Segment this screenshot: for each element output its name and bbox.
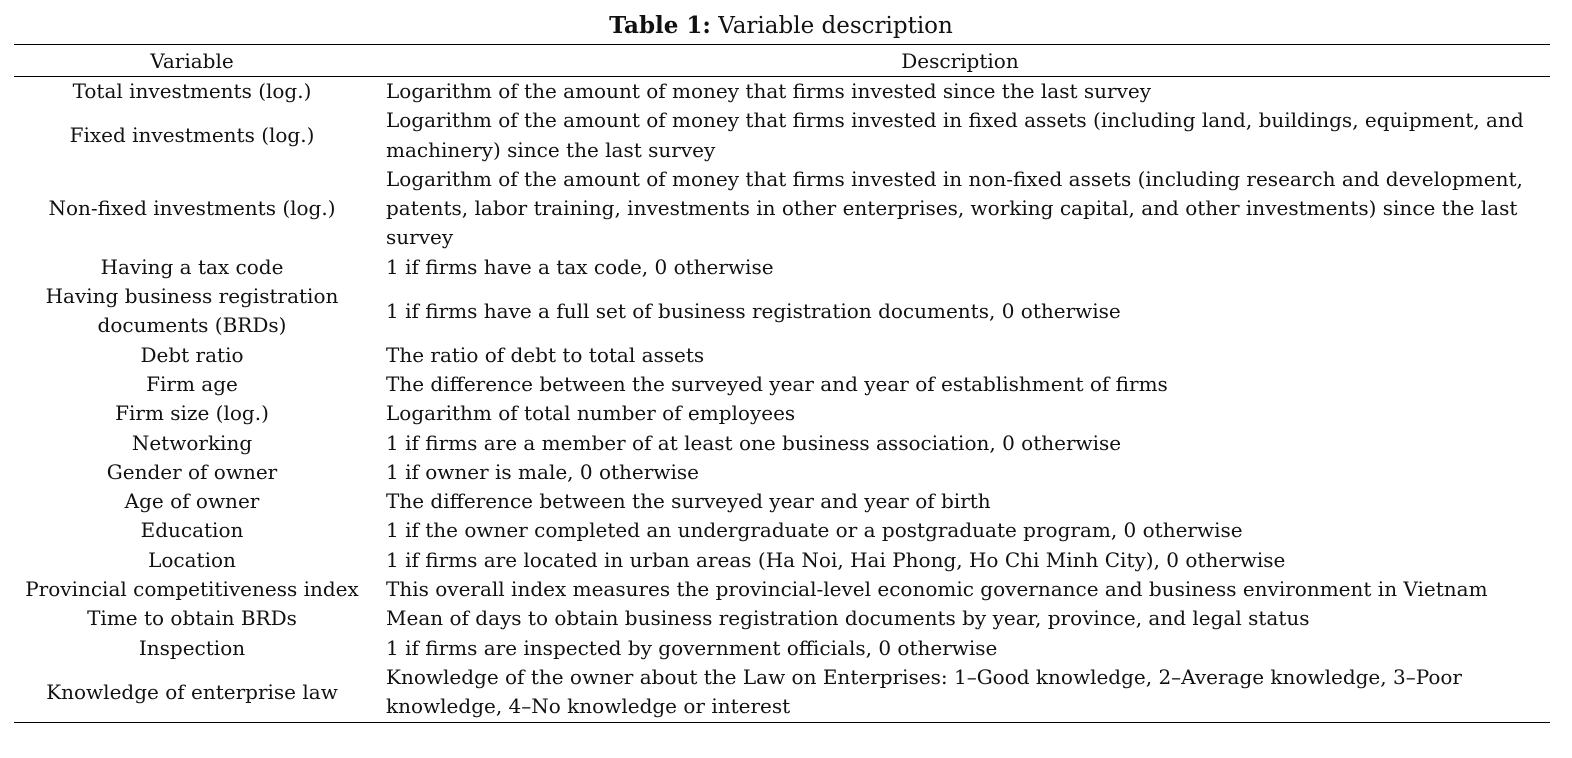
description-cell: The ratio of debt to total assets — [386, 342, 705, 367]
header-row — [14, 45, 1550, 77]
variable-cell: Firm age — [146, 371, 238, 396]
description-cell: This overall index measures the provincial-level economic governance and business environment in Vietnam — [386, 577, 1488, 602]
variable-cell: Non-fixed investments (log.) — [48, 196, 336, 221]
variable-cell: Inspection — [138, 635, 246, 660]
variable-cell: Fixed investments (log.) — [69, 122, 315, 147]
variable-cell: Debt ratio — [140, 342, 244, 367]
column-header-variable: Variable — [14, 45, 370, 77]
variable-cell: Having a tax code — [100, 254, 284, 279]
variable-cell: Having business registration documents (BRDs) — [45, 284, 339, 338]
description-cell: 1 if the owner completed an undergraduate or a postgraduate program, 0 otherwise — [386, 518, 1243, 543]
variable-cell: Total investments (log.) — [72, 79, 312, 103]
variable-cell: Location — [148, 547, 236, 572]
description-cell: The difference between the surveyed year and year of establishment of firms — [386, 371, 1168, 396]
variable-cell: Knowledge of enterprise law — [46, 679, 338, 704]
variable-cell: Education — [140, 518, 244, 543]
table-title: Variable description — [718, 13, 953, 39]
table-row — [14, 663, 1550, 722]
table-label: Table 1: — [609, 12, 711, 39]
variable-cell: Provincial competitiveness index — [25, 577, 359, 602]
table-row — [14, 575, 1550, 604]
table-row — [14, 516, 1550, 545]
description-cell: Knowledge of the owner about the Law on Enterprises: 1–Good knowledge, 2–Average knowledge, 3–Poor knowledge, 4–No knowledge or interest — [386, 664, 1462, 719]
table-row — [14, 487, 1550, 516]
table-caption — [0, 10, 1562, 42]
table-row — [14, 370, 1550, 399]
description-cell: 1 if firms are a member of at least one business association, 0 otherwise — [386, 430, 1122, 455]
variable-table — [14, 44, 1550, 723]
description-cell: Logarithm of the amount of money that firms invested in fixed assets (including land, buildings, equipment, and machinery) since the last survey — [386, 108, 1524, 162]
table-row — [14, 429, 1550, 458]
variable-cell: Networking — [131, 430, 253, 455]
description-cell: 1 if firms are inspected by government officials, 0 otherwise — [386, 635, 998, 660]
table-row — [14, 634, 1550, 663]
description-cell: Logarithm of the amount of money that firms invested in non-fixed assets (including research and development, patents, labor training, investments in other enterprises, working capital, and other investments) since the last survey — [386, 166, 1523, 250]
table-row — [14, 253, 1550, 282]
table-row — [14, 282, 1550, 341]
table-row — [14, 77, 1550, 107]
description-cell: 1 if owner is male, 0 otherwise — [386, 459, 699, 484]
description-cell: Logarithm of total number of employees — [386, 401, 796, 426]
table-row — [14, 106, 1550, 165]
table-row — [14, 399, 1550, 428]
table-row — [14, 165, 1550, 253]
column-header-description: Description — [370, 45, 1550, 77]
table-row — [14, 341, 1550, 370]
variable-cell: Age of owner — [124, 489, 260, 514]
table-row — [14, 458, 1550, 487]
table-row — [14, 604, 1550, 633]
variable-cell: Gender of owner — [106, 459, 278, 484]
description-cell: 1 if firms are located in urban areas (Ha Noi, Hai Phong, Ho Chi Minh City), 0 otherwise — [386, 547, 1286, 572]
table-row — [14, 546, 1550, 575]
description-cell: 1 if firms have a tax code, 0 otherwise — [386, 254, 774, 279]
description-cell: 1 if firms have a full set of business registration documents, 0 otherwise — [386, 298, 1121, 323]
description-cell: The difference between the surveyed year and year of birth — [386, 489, 991, 514]
description-cell: Mean of days to obtain business registration documents by year, province, and legal status — [386, 606, 1310, 631]
variable-cell: Time to obtain BRDs — [87, 606, 297, 631]
description-cell: Logarithm of the amount of money that firms invested since the last survey — [386, 79, 1152, 103]
variable-cell: Firm size (log.) — [115, 401, 269, 426]
